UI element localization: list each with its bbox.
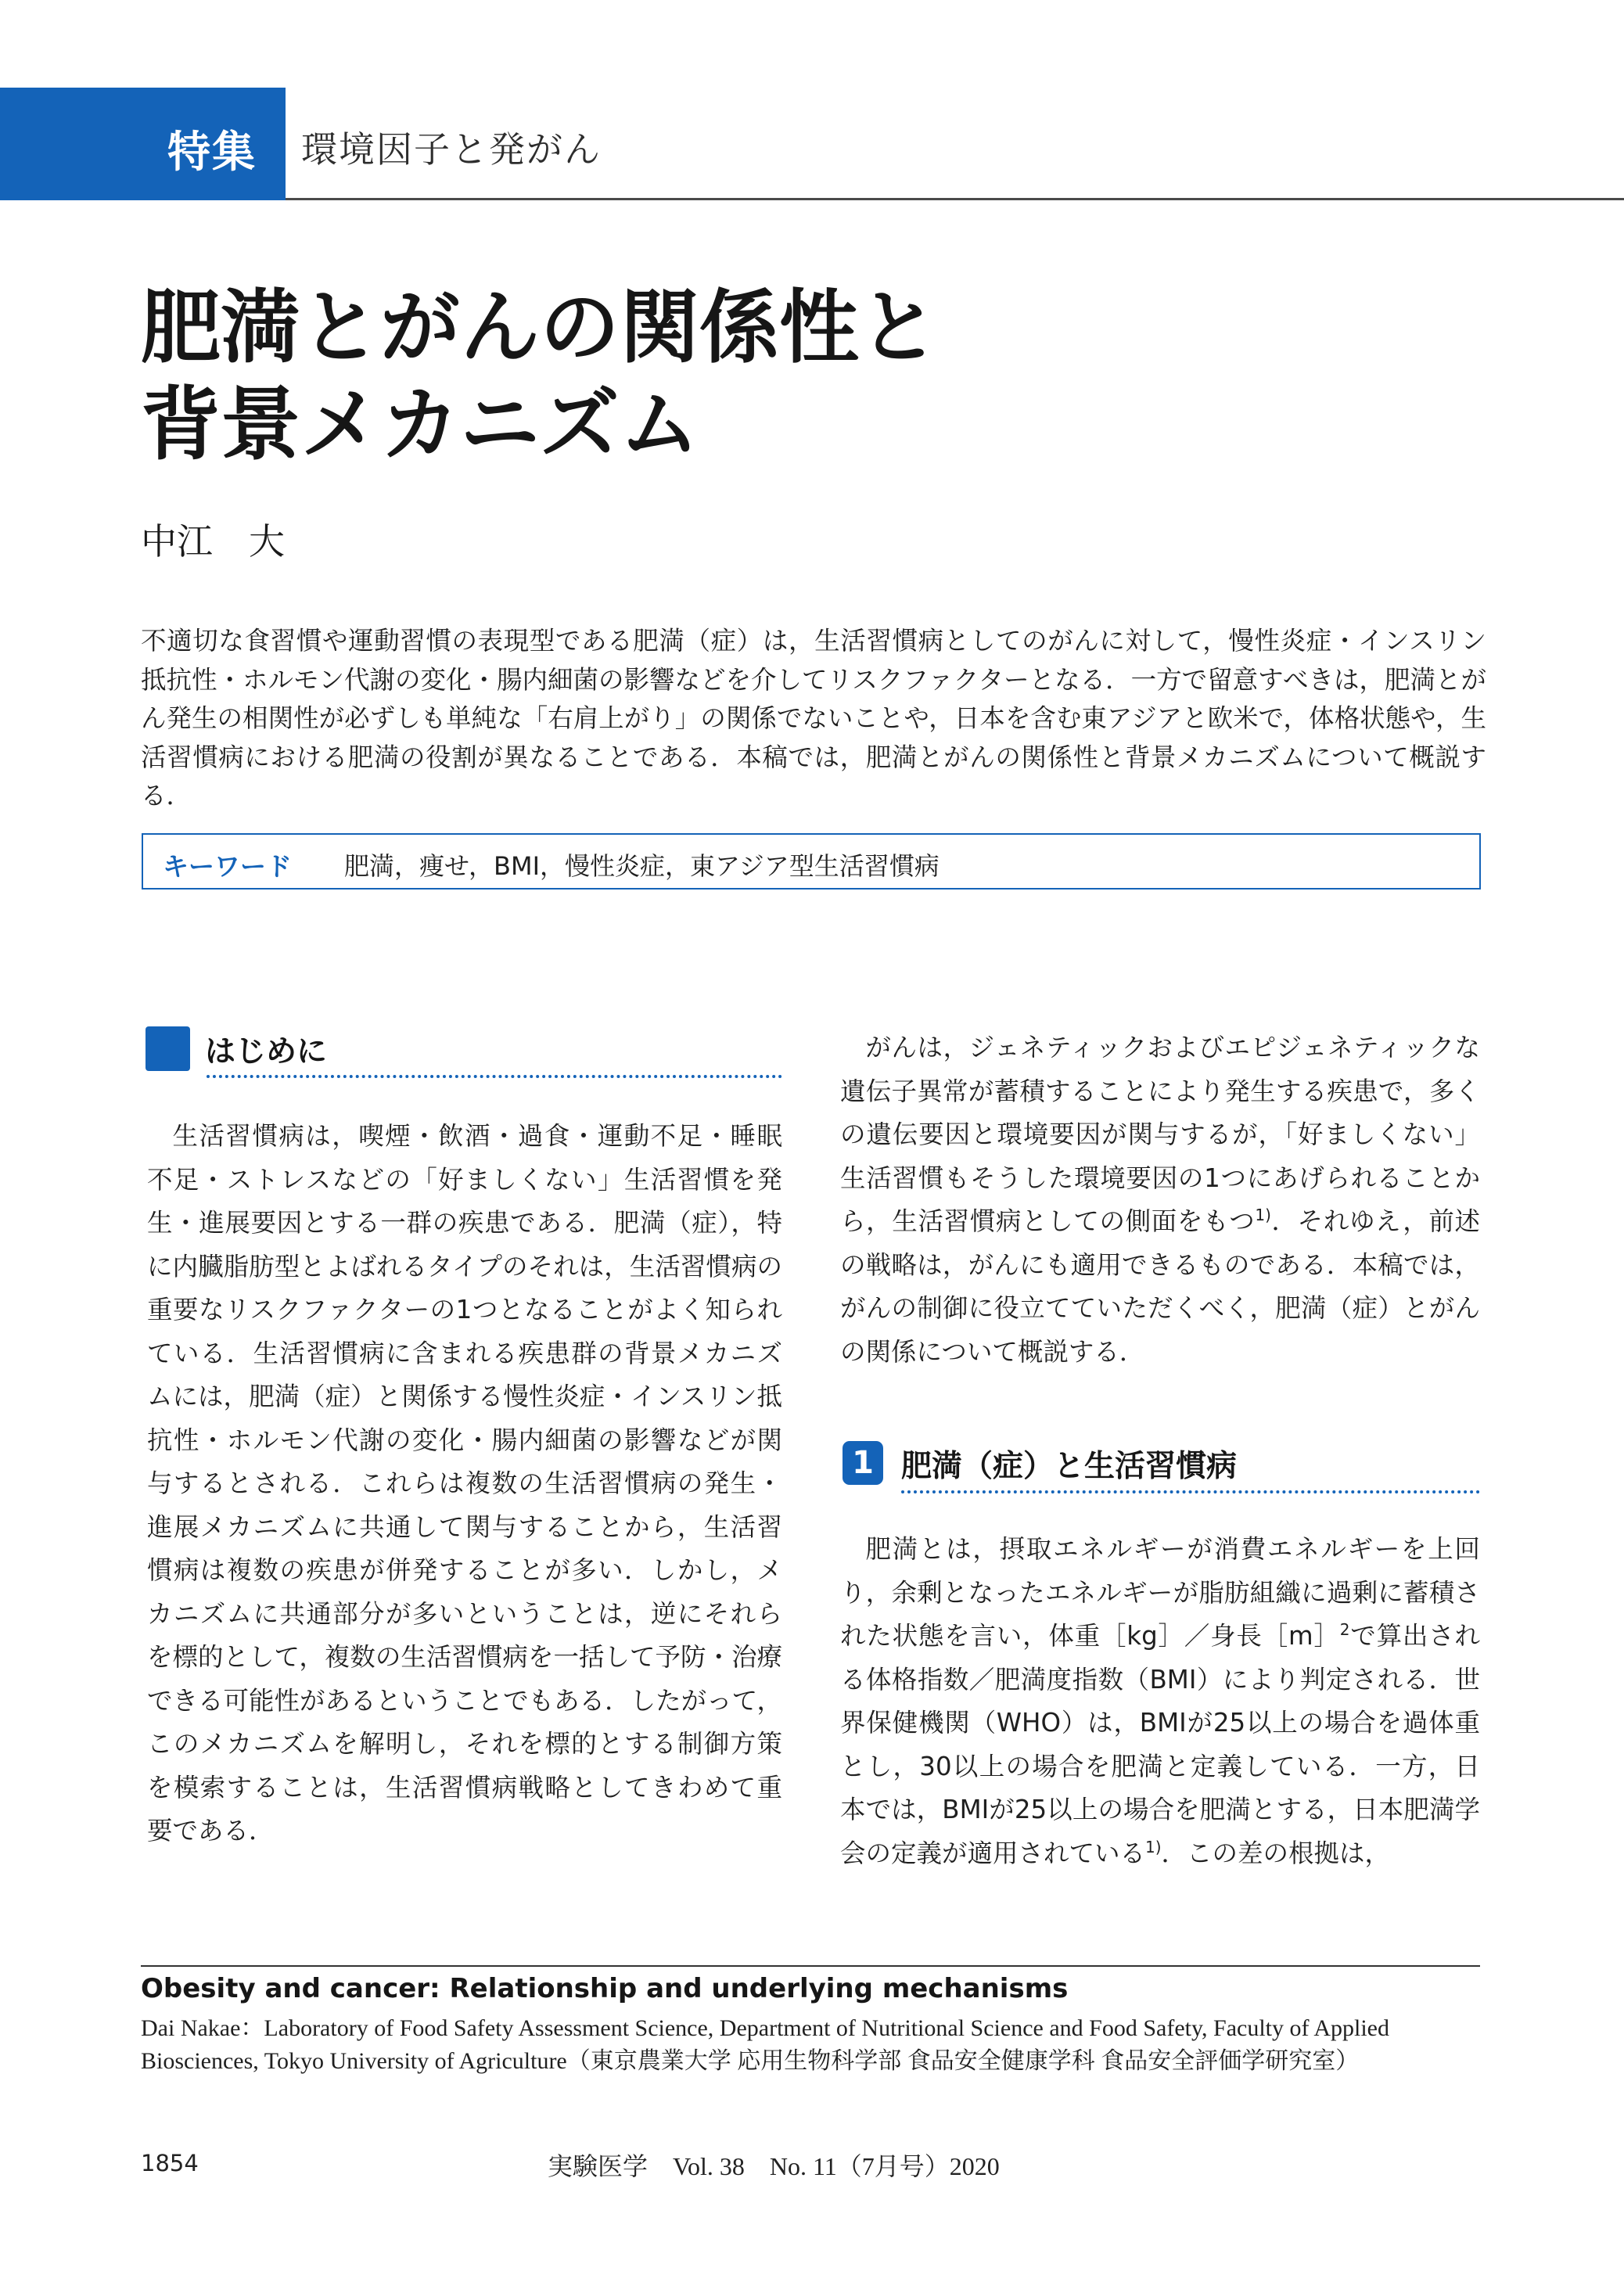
citation-ref: 1) bbox=[1145, 1837, 1162, 1856]
article-title-line1: 肥満とがんの関係性と bbox=[141, 282, 939, 375]
intro-paragraph-2-text-b: ．それゆえ，前述の戦略は，がんにも適用できるものである．本稿では，がんの制御に役立てていただくべく，肥満（症）とがんの関係について概説する． bbox=[840, 1206, 1480, 1367]
intro-heading-square-icon bbox=[146, 1026, 190, 1071]
article-title-line2: 背景メカニズム bbox=[141, 379, 699, 472]
section-1-column bbox=[840, 1528, 1480, 1875]
section-1-paragraph-1 bbox=[840, 1528, 1480, 1875]
section-1-heading: 肥満（症）と生活習慣病 bbox=[901, 1449, 1238, 1484]
section-1-heading-underline bbox=[901, 1490, 1480, 1493]
intro-column-left bbox=[147, 1115, 782, 1853]
abstract: 不適切な食習慣や運動習慣の表現型である肥満（症）は，生活習慣病としてのがんに対して，慢性炎症・インスリン抵抗性・ホルモン代謝の変化・腸内細菌の影響などを介してリスクファクターとなる．一方で留意すべきは，肥満とがん発生の相関性が必ずしも単純な「右肩上がり」の関係でないことや，日本を含む東アジアと欧米で，体格状態や，生活習慣病における肥満の役割が異なることである．本稿では，肥満とがんの関係性と背景メカニズムについて概説する． bbox=[141, 626, 1486, 810]
keyword-label: キーワード bbox=[163, 851, 292, 882]
intro-paragraph-2 bbox=[840, 1026, 1480, 1374]
intro-paragraph-1: 生活習慣病は，喫煙・飲酒・過食・運動不足・睡眠不足・ストレスなどの「好ましくない」生活習慣を発生・進展要因とする一群の疾患である．肥満（症），特に内臓脂肪型とよばれるタイプのそれは，生活習慣病の重要なリスクファクターの1つとなることがよく知られている．生活習慣病に含まれる疾患群の背景メカニズムには，肥満（症）と関係する慢性炎症・インスリン抵抗性・ホルモン代謝の変化・腸内細菌の影響などが関与するとされる．これらは複数の生活習慣病の発生・進展メカニズムに共通して関与することから，生活習慣病は複数の疾患が併発することが多い．しかし，メカニズムに共通部分が多いということは，逆にそれらを標的として，複数の生活習慣病を一括して予防・治療できる可能性があるということでもある．したがって，このメカニズムを解明し，それを標的とする制御方策を模索することは，生活習慣病戦略としてきわめて重要である． bbox=[147, 1121, 782, 1846]
citation-ref: 1) bbox=[1255, 1206, 1271, 1225]
special-feature-tag: 特集 bbox=[167, 127, 257, 177]
author-affiliation: Dai Nakae：Laboratory of Food Safety Assessment Science, Department of Nutritional Science and Food Safety, Faculty of Applied Biosciences, Tokyo University of Agriculture（東京農業大学 応用生物科学部 食品安全健康学科 食品安全評価学研究室） bbox=[141, 2015, 1389, 2074]
section-1-text-b: で算出される体格指数／肥満度指数（BMI）により判定される．世界保健機関（WHO）は，BMIが25以上の場合を過体重とし，30以上の場合を肥満と定義している．一方，日本では，BMIが25以上の場合を肥満とする，日本肥満学会の定義が適用されている bbox=[840, 1621, 1480, 1868]
section-1-number-badge: 1 bbox=[843, 1441, 883, 1485]
intro-column-right bbox=[840, 1026, 1480, 1374]
journal-citation: 実験医学 Vol. 38 No. 11（7月号）2020 bbox=[548, 2152, 1000, 2180]
footer-rule bbox=[141, 1965, 1480, 1967]
page-number: 1854 bbox=[141, 2150, 199, 2176]
section-1-text-c: ．この差の根拠は， bbox=[1161, 1838, 1391, 1868]
section-1-text-a: 肥満とは，摂取エネルギーが消費エネルギーを上回り，余剰となったエネルギーが脂肪組織に過剰に蓄積された状態を言い，体重［kg］／身長［m］ bbox=[840, 1534, 1480, 1651]
author-name: 中江 大 bbox=[141, 520, 285, 562]
intro-heading: はじめに bbox=[205, 1034, 328, 1069]
article-title bbox=[141, 280, 939, 474]
english-title: Obesity and cancer: Relationship and underlying mechanisms bbox=[141, 1973, 1069, 2004]
intro-paragraph-2-text-a: がんは，ジェネティックおよびエピジェネティックな遺伝子異常が蓄積することにより発生する疾患で，多くの遺伝要因と環境要因が関与するが，「好ましくない」生活習慣もそうした環境要因の1つにあげられることから，生活習慣病としての側面をもつ bbox=[840, 1033, 1480, 1236]
keyword-list: 肥満，痩せ，BMI，慢性炎症，東アジア型生活習慣病 bbox=[344, 851, 940, 881]
feature-topic: 環境因子と発がん bbox=[301, 128, 602, 171]
superscript-squared: 2 bbox=[1339, 1620, 1350, 1640]
header-rule bbox=[286, 198, 1624, 200]
intro-heading-underline bbox=[207, 1075, 782, 1078]
